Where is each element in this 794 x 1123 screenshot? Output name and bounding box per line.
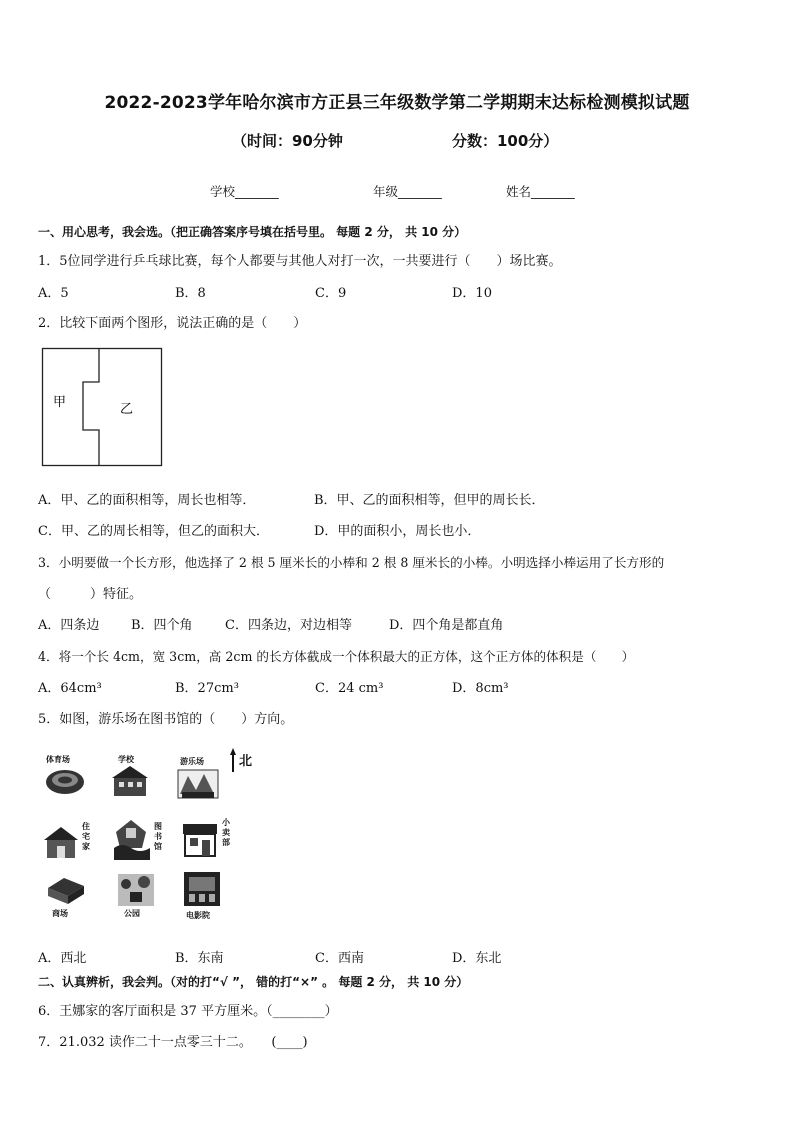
library-icon [110,818,152,862]
library-label: 图书馆 [154,822,162,851]
shop-icon [180,820,220,860]
q2-option-d: D．甲的面积小，周长也小． [314,524,481,539]
q3-text-line2: （ ）特征。 [38,587,143,602]
residence-icon [42,824,80,860]
mall-icon [46,876,86,906]
q2-option-c: C．甲、乙的周长相等，但乙的面积大． [38,524,269,539]
q3-text-line1: 3．小明要做一个长方形，他选择了 2 根 5 厘米长的小棒和 2 根 8 厘米长的小棒。小明选择小棒运用了长方形的 [38,555,665,570]
q2-option-b: B．甲、乙的面积相等，但甲的周长长． [314,493,545,508]
exam-score: 分数：100分） [452,132,559,150]
cinema-label: 电影院 [186,911,210,920]
q5-map-figure [38,748,268,928]
q1-option-b: B．8 [175,286,206,301]
q5-text: 5．如图，游乐场在图书馆的（ ）方向。 [38,712,294,727]
q5-option-c: C．西南 [315,951,364,966]
residence-label: 住宅家 [82,822,90,851]
q3-option-c: C．四条边，对边相等 [225,618,352,633]
q6-text: 6．王娜家的客厅面积是 37 平方厘米。（________） [38,1004,338,1019]
park-icon [116,872,156,908]
q5-option-a: A．西北 [38,951,87,966]
school-icon [108,764,152,798]
q4-option-d: D．8cm³ [452,681,509,696]
mall-label: 商场 [52,909,68,918]
q1-option-a: A．5 [38,286,69,301]
q2-option-a: A．甲、乙的面积相等，周长也相等． [38,493,256,508]
q4-option-b: B．27cm³ [175,681,239,696]
page-title: 2022-2023学年哈尔滨市方正县三年级数学第二学期期末达标检测模拟试题 [104,93,690,113]
q3-option-b: B．四个角 [131,618,193,633]
q1-option-d: D．10 [452,286,492,301]
q1-option-c: C．9 [315,286,347,301]
q4-option-a: A．64cm³ [38,681,102,696]
q2-label-yi: 乙 [120,402,134,417]
q4-option-c: C．24 cm³ [315,681,384,696]
stadium-icon [44,764,86,796]
q5-option-b: B．东南 [175,951,224,966]
name-field: 姓名_______ [506,184,575,199]
north-label: 北 [239,754,253,769]
q3-option-d: D．四个角是都直角 [389,618,504,633]
park-label: 公园 [124,909,140,918]
q2-shape-figure [40,346,164,470]
grade-field: 年级_______ [373,184,442,199]
stadium-label: 体育场 [46,755,70,764]
cinema-icon [182,870,222,908]
q2-label-jia: 甲 [53,395,67,410]
q2-text: 2．比较下面两个图形，说法正确的是（ ） [38,316,307,331]
amusement-park-icon [176,766,220,800]
q4-text: 4．将一个长 4cm，宽 3cm，高 2cm 的长方体截成一个体积最大的正方体，这个正方体的体积是（ ） [38,649,635,664]
exam-time: （时间：90分钟 [232,132,343,150]
q3-option-a: A．四条边 [38,618,100,633]
shop-label: 小卖部 [222,818,230,847]
q5-option-d: D．东北 [452,951,502,966]
amusement-park-label: 游乐场 [180,757,204,766]
section1-heading: 一、用心思考，我会选。（把正确答案序号填在括号里。 每题 2 分， 共 10 分） [38,225,467,239]
section2-heading: 二、认真辨析，我会判。（对的打“√ ”， 错的打“×” 。 每题 2 分， 共 10 分） [38,975,469,989]
school-field: 学校_______ [210,184,279,199]
q7-text: 7．21.032 读作二十一点零三十二。 (____) [38,1035,308,1050]
q1-text: 1．5位同学进行乒乓球比赛，每个人都要与其他人对打一次，一共要进行（ ）场比赛。 [38,254,562,269]
school-label: 学校 [118,755,134,764]
